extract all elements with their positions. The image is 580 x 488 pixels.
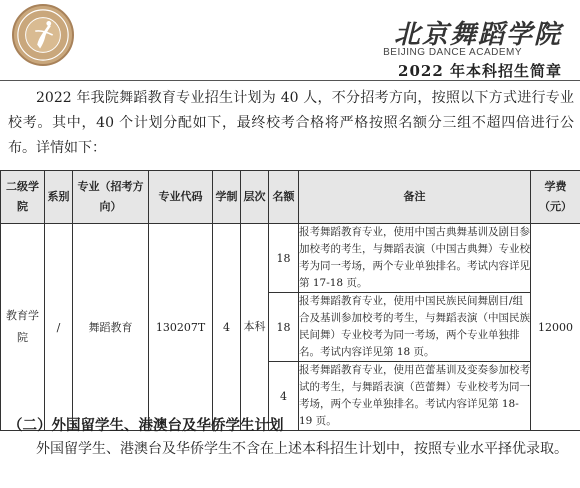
- table-row: [1, 224, 580, 293]
- header-duration: 学制: [213, 171, 241, 224]
- foreign-students-paragraph: 外国留学生、港澳台及华侨学生不含在上述本科招生计划中，按照专业水平择优录取。: [36, 441, 568, 457]
- header-divider: [0, 80, 580, 81]
- cell-tuition: 12000: [531, 224, 580, 431]
- cell-remark-2: 报考舞蹈教育专业，使用中国民族民间舞剧目/组合及基训参加校考的考生，与舞蹈表演（中国民族民间舞）专业校考为同一考场，两个专业单独排名。考试内容详见第 18 页。: [299, 293, 531, 362]
- cell-department: /: [45, 224, 73, 431]
- cell-college: 教育学院: [1, 224, 45, 431]
- cell-code: 130207T: [149, 224, 213, 431]
- header-department: 系别: [45, 171, 73, 224]
- cell-remark-1: 报考舞蹈教育专业，使用中国古典舞基训及剧目参加校考的考生，与舞蹈表演（中国古典舞）专业校考为同一考场，两个专业单独排名。考试内容详见第 17-18 页。: [299, 224, 531, 293]
- cell-quota-2: 18: [269, 293, 299, 362]
- table-header-row: [1, 171, 580, 224]
- dancer-emblem-icon: [12, 4, 74, 66]
- enrollment-plan-table: [0, 170, 580, 431]
- header-code: 专业代码: [149, 171, 213, 224]
- cell-quota-3: 4: [269, 362, 299, 431]
- section-title-foreign-students: （二）外国留学生、港澳台及华侨学生计划: [8, 418, 284, 434]
- header-tuition: 学费（元）: [531, 171, 580, 224]
- header-major: 专业（招考方向）: [73, 171, 149, 224]
- header-college: 二级学院: [1, 171, 45, 224]
- header-remarks: 备注: [299, 171, 531, 224]
- intro-paragraph: 2022 年我院舞蹈教育专业招生计划为 40 人，不分招考方向，按照以下方式进行专业校考。其中，40 个计划分配如下，最终校考合格将严格按照名额分三组不超四倍进行公布。详情如下：: [8, 90, 574, 156]
- cell-remark-3: 报考舞蹈教育专业，使用芭蕾基训及变奏参加校考试的考生，与舞蹈表演（芭蕾舞）专业校考为同一考场，两个专业单独排名。考试内容详见第 18-19 页。: [299, 362, 531, 431]
- academy-name-cn: 北京舞蹈学院: [393, 20, 562, 50]
- cell-quota-1: 18: [269, 224, 299, 293]
- cell-major: 舞蹈教育: [73, 224, 149, 431]
- page-header: [0, 0, 580, 80]
- cell-duration: 4: [213, 224, 241, 431]
- brochure-title: 2022 年本科招生简章: [398, 62, 562, 80]
- cell-level: 本科: [241, 224, 269, 431]
- academy-name-en: BEIJING DANCE ACADEMY: [383, 47, 522, 58]
- header-quota: 名额: [269, 171, 299, 224]
- header-level: 层次: [241, 171, 269, 224]
